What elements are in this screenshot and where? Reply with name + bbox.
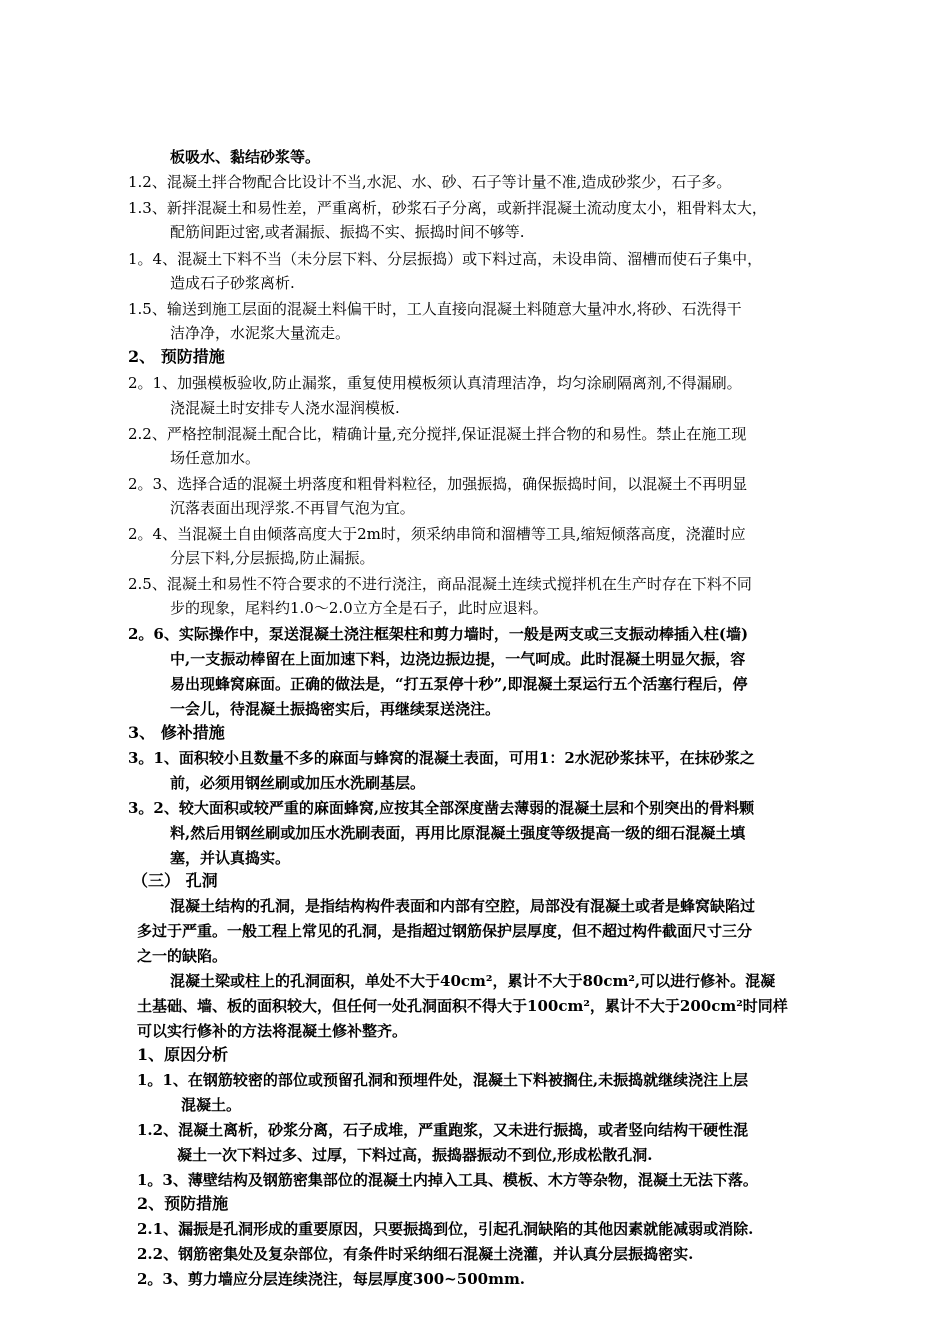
text-line: 混凝土梁或柱上的孔洞面积，单处不大于40cm²，累计不大于80cm²,可以进行修补。混凝 <box>170 972 776 990</box>
text-line: 浇混凝土时安排专人浇水湿润模板. <box>170 399 400 417</box>
text-line: 混凝土。 <box>181 1096 242 1114</box>
text-line: 2.2、钢筋密集处及复杂部位，有条件时采纳细石混凝土浇灌，并认真分层振捣密实. <box>137 1245 694 1263</box>
text-line: 易出现蜂窝麻面。正确的做法是，“打五泵停十秒”,即混凝土泵运行五个活塞行程后，停 <box>170 675 748 693</box>
text-line: 2。3、剪力墙应分层连续浇注，每层厚度300~500mm. <box>137 1270 526 1288</box>
text-line: 沉落表面出现浮浆.不再冒气泡为宜。 <box>170 499 415 517</box>
section-heading: 1、原因分析 <box>137 1045 229 1064</box>
text-line: 料,然后用钢丝刷或加压水洗刷表面，再用比原混凝土强度等级提高一级的细石混凝土填 <box>170 824 746 842</box>
text-line: 2.1、漏振是孔洞形成的重要原因，只要振捣到位，引起孔洞缺陷的其他因素就能减弱或消除. <box>137 1220 754 1238</box>
text-line: 混凝土结构的孔洞，是指结构构件表面和内部有空腔，局部没有混凝土或者是蜂窝缺陷过 <box>170 897 756 915</box>
text-line: 1.3、新拌混凝土和易性差，严重离析，砂浆石子分离，或新拌混凝土流动度太小，粗骨料太大， <box>128 199 767 217</box>
text-line: 场任意加水。 <box>170 449 261 467</box>
section-heading: 3、 修补措施 <box>128 723 225 742</box>
text-line: 1。3、薄壁结构及钢筋密集部位的混凝土内掉入工具、模板、木方等杂物，混凝土无法下落。 <box>137 1171 758 1189</box>
text-line: 3。1、面积较小且数量不多的麻面与蜂窝的混凝土表面，可用1：2水泥砂浆抹平，在抹砂浆之 <box>128 749 755 767</box>
text-line: 1.2、混凝土离析，砂浆分离，石子成堆，严重跑浆，又未进行振捣，或者竖向结构干硬性混 <box>137 1121 749 1139</box>
text-line: 一会儿，待混凝土振捣密实后，再继续泵送浇注。 <box>170 700 501 718</box>
text-line: 之一的缺陷。 <box>137 947 228 965</box>
text-line: 2。1、加强模板验收,防止漏浆，重复使用模板须认真清理洁净，均匀涂刷隔离剂,不得漏刷。 <box>128 374 742 392</box>
text-line: 1.2、混凝土拌合物配合比设计不当,水泥、水、砂、石子等计量不准,造成砂浆少，石子多。 <box>128 173 732 191</box>
text-line: 塞，并认真捣实。 <box>170 849 291 867</box>
text-line: 2。4、当混凝土自由倾落高度大于2m时，须采纳串筒和溜槽等工具,缩短倾落高度，浇灌时应 <box>128 525 746 543</box>
text-line: 1。4、混凝土下料不当（未分层下料、分层振捣）或下料过高，未设串筒、溜槽而使石子集中， <box>128 250 763 268</box>
text-line: 中,一支振动棒留在上面加速下料，边浇边振边提，一气呵成。此时混凝土明显欠振，容 <box>170 650 746 668</box>
text-line: 分层下料,分层振捣,防止漏振。 <box>170 549 375 567</box>
text-line: 步的现象，尾料约1.0～2.0立方全是石子，此时应退料。 <box>170 599 548 617</box>
section-heading: （三） 孔洞 <box>132 871 218 890</box>
text-line: 2。3、选择合适的混凝土坍落度和粗骨料粒径，加强振捣，确保振捣时间，以混凝土不再明显 <box>128 475 748 493</box>
text-line: 洁净净，水泥浆大量流走。 <box>170 324 351 342</box>
text-line: 2.5、混凝土和易性不符合要求的不进行浇注，商品混凝土连续式搅拌机在生产时存在下料不同 <box>128 575 752 593</box>
text-line: 造成石子砂浆离析. <box>170 274 295 292</box>
text-line: 3。2、较大面积或较严重的麻面蜂窝,应按其全部深度凿去薄弱的混凝土层和个别突出的骨料颗 <box>128 799 755 817</box>
text-line: 2.2、严格控制混凝土配合比，精确计量,充分搅拌,保证混凝土拌合物的和易性。禁止在施工现 <box>128 425 747 443</box>
text-line: 1。1、在钢筋较密的部位或预留孔洞和预埋件处，混凝土下料被搁住,未振捣就继续浇注上层 <box>137 1071 749 1089</box>
text-line: 土基础、墙、板的面积较大，但任何一处孔洞面积不得大于100cm²，累计不大于200cm²时同样 <box>137 997 788 1015</box>
text-line: 可以实行修补的方法将混凝土修补整齐。 <box>137 1022 408 1040</box>
text-line: 1.5、输送到施工层面的混凝土料偏干时，工人直接向混凝土料随意大量冲水,将砂、石洗得干 <box>128 300 742 318</box>
text-line: 多过于严重。一般工程上常见的孔洞，是指超过钢筋保护层厚度，但不超过构件截面尺寸三分 <box>137 922 753 940</box>
text-line: 配筋间距过密,或者漏振、振捣不实、振捣时间不够等. <box>170 223 525 241</box>
text-line: 凝土一次下料过多、过厚，下料过高，振捣器振动不到位,形成松散孔洞. <box>177 1146 653 1164</box>
text-line: 前，必须用钢丝刷或加压水洗刷基层。 <box>170 774 426 792</box>
section-heading: 2、预防措施 <box>137 1194 229 1213</box>
text-line: 板吸水、黏结砂浆等。 <box>170 148 321 166</box>
text-line: 2。6、实际操作中，泵送混凝土浇注框架柱和剪力墙时，一般是两支或三支振动棒插入柱(墙) <box>128 625 749 643</box>
section-heading: 2、 预防措施 <box>128 347 225 366</box>
